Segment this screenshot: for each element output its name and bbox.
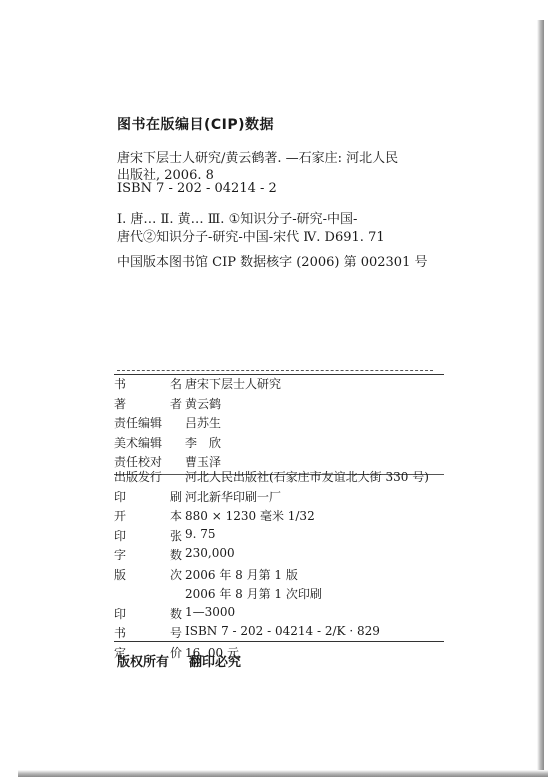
cip-isbn: ISBN 7 - 202 - 04214 - 2	[117, 181, 277, 196]
cip-number: 中国版本图书馆 CIP 数据核字 (2006) 第 002301 号	[117, 255, 428, 270]
field-label-part: 书	[114, 377, 127, 391]
cip-heading: 图书在版编目(CIP)数据	[117, 117, 275, 133]
field-label-part: 著	[114, 396, 127, 411]
publishing-row	[114, 585, 444, 605]
credit-row	[114, 395, 444, 415]
field-value: 880 × 1230 毫米 1/32	[185, 509, 315, 523]
field-value: 16. 00 元	[185, 645, 239, 660]
field-label-part: 责任校对	[114, 455, 163, 469]
field-value: 曹玉泽	[185, 455, 222, 469]
field-value: ISBN 7 - 202 - 04214 - 2/K · 829	[185, 624, 380, 638]
field-label	[114, 434, 182, 451]
field-label	[114, 546, 182, 563]
field-label-part: 数	[169, 548, 182, 562]
field-label-part: 张	[169, 528, 182, 543]
field-label-part: 者	[169, 396, 182, 411]
field-label-part: 定	[114, 645, 127, 660]
field-value: 河北新华印刷一厂	[185, 489, 282, 504]
field-label-part: 刷	[169, 489, 182, 504]
field-label-part: 数	[169, 606, 182, 621]
rights-reserved: 版权所有	[117, 655, 170, 670]
field-label	[114, 488, 182, 505]
field-value: 吕苏生	[185, 416, 222, 430]
field-label-part: 印	[114, 606, 127, 621]
field-label-part: 美术编辑	[114, 435, 163, 450]
publishing-row	[114, 546, 444, 566]
field-label	[114, 566, 182, 583]
credit-row	[114, 414, 444, 434]
field-label	[114, 507, 182, 524]
field-value: 唐宋下层士人研究	[185, 377, 282, 391]
field-label-part: 开	[114, 509, 127, 523]
field-label-part: 字	[114, 548, 127, 562]
publishing-row	[114, 507, 444, 527]
field-value: 1—3000	[185, 604, 236, 619]
cip-title-line: 唐宋下层士人研究/黄云鹤著. —石家庄: 河北人民	[117, 151, 399, 166]
publishing-row	[114, 488, 444, 508]
field-label	[114, 414, 182, 431]
cip-publisher-line: 出版社, 2006. 8	[117, 168, 214, 183]
field-label-part: 印	[114, 528, 127, 543]
field-label-part: 责任编辑	[114, 416, 163, 430]
field-value: 2006 年 8 月第 1 版	[185, 567, 298, 582]
field-label	[114, 527, 182, 544]
cip-classification-line1: Ⅰ. 唐… Ⅱ. 黄… Ⅲ. ①知识分子-研究-中国-	[117, 212, 358, 227]
field-label-part: 次	[169, 567, 182, 582]
publishing-row	[114, 468, 444, 488]
publishing-row	[114, 566, 444, 586]
field-label-part: 名	[169, 377, 182, 391]
field-value: 河北人民出版社(石家庄市友谊北大街 330 号)	[185, 470, 429, 484]
field-label	[114, 605, 182, 622]
page-edge-shadow-right	[537, 20, 544, 770]
field-value: 9. 75	[185, 526, 216, 541]
field-label	[114, 468, 182, 485]
field-label-part: 号	[169, 626, 182, 640]
publishing-table	[114, 468, 444, 663]
field-value: 李 欣	[185, 435, 222, 450]
field-value: 2006 年 8 月第 1 次印刷	[185, 587, 322, 601]
publishing-row	[114, 605, 444, 625]
field-label-part: 印	[114, 489, 127, 504]
field-label-part: 价	[169, 645, 182, 660]
field-label-part: 书	[114, 626, 127, 640]
credit-row	[114, 434, 444, 454]
field-value: 黄云鹤	[185, 396, 222, 411]
field-label	[114, 395, 182, 412]
no-reproduction: 翻印必究	[189, 655, 242, 670]
field-label-part: 本	[169, 509, 182, 523]
field-label-part: 出版发行	[114, 470, 163, 484]
field-label-part: 版	[114, 567, 127, 582]
cip-classification-line2: 唐代②知识分子-研究-中国-宋代 Ⅳ. D691. 71	[117, 230, 385, 245]
credits-table	[114, 375, 444, 473]
field-label	[114, 624, 182, 641]
rights-notice	[117, 651, 241, 670]
section-divider	[117, 370, 433, 371]
publishing-row	[114, 527, 444, 547]
page-edge-shadow-bottom	[18, 770, 548, 777]
field-value: 230,000	[185, 546, 235, 560]
field-label	[114, 375, 182, 392]
publishing-bottom-rule	[114, 641, 444, 642]
credit-row	[114, 375, 444, 395]
